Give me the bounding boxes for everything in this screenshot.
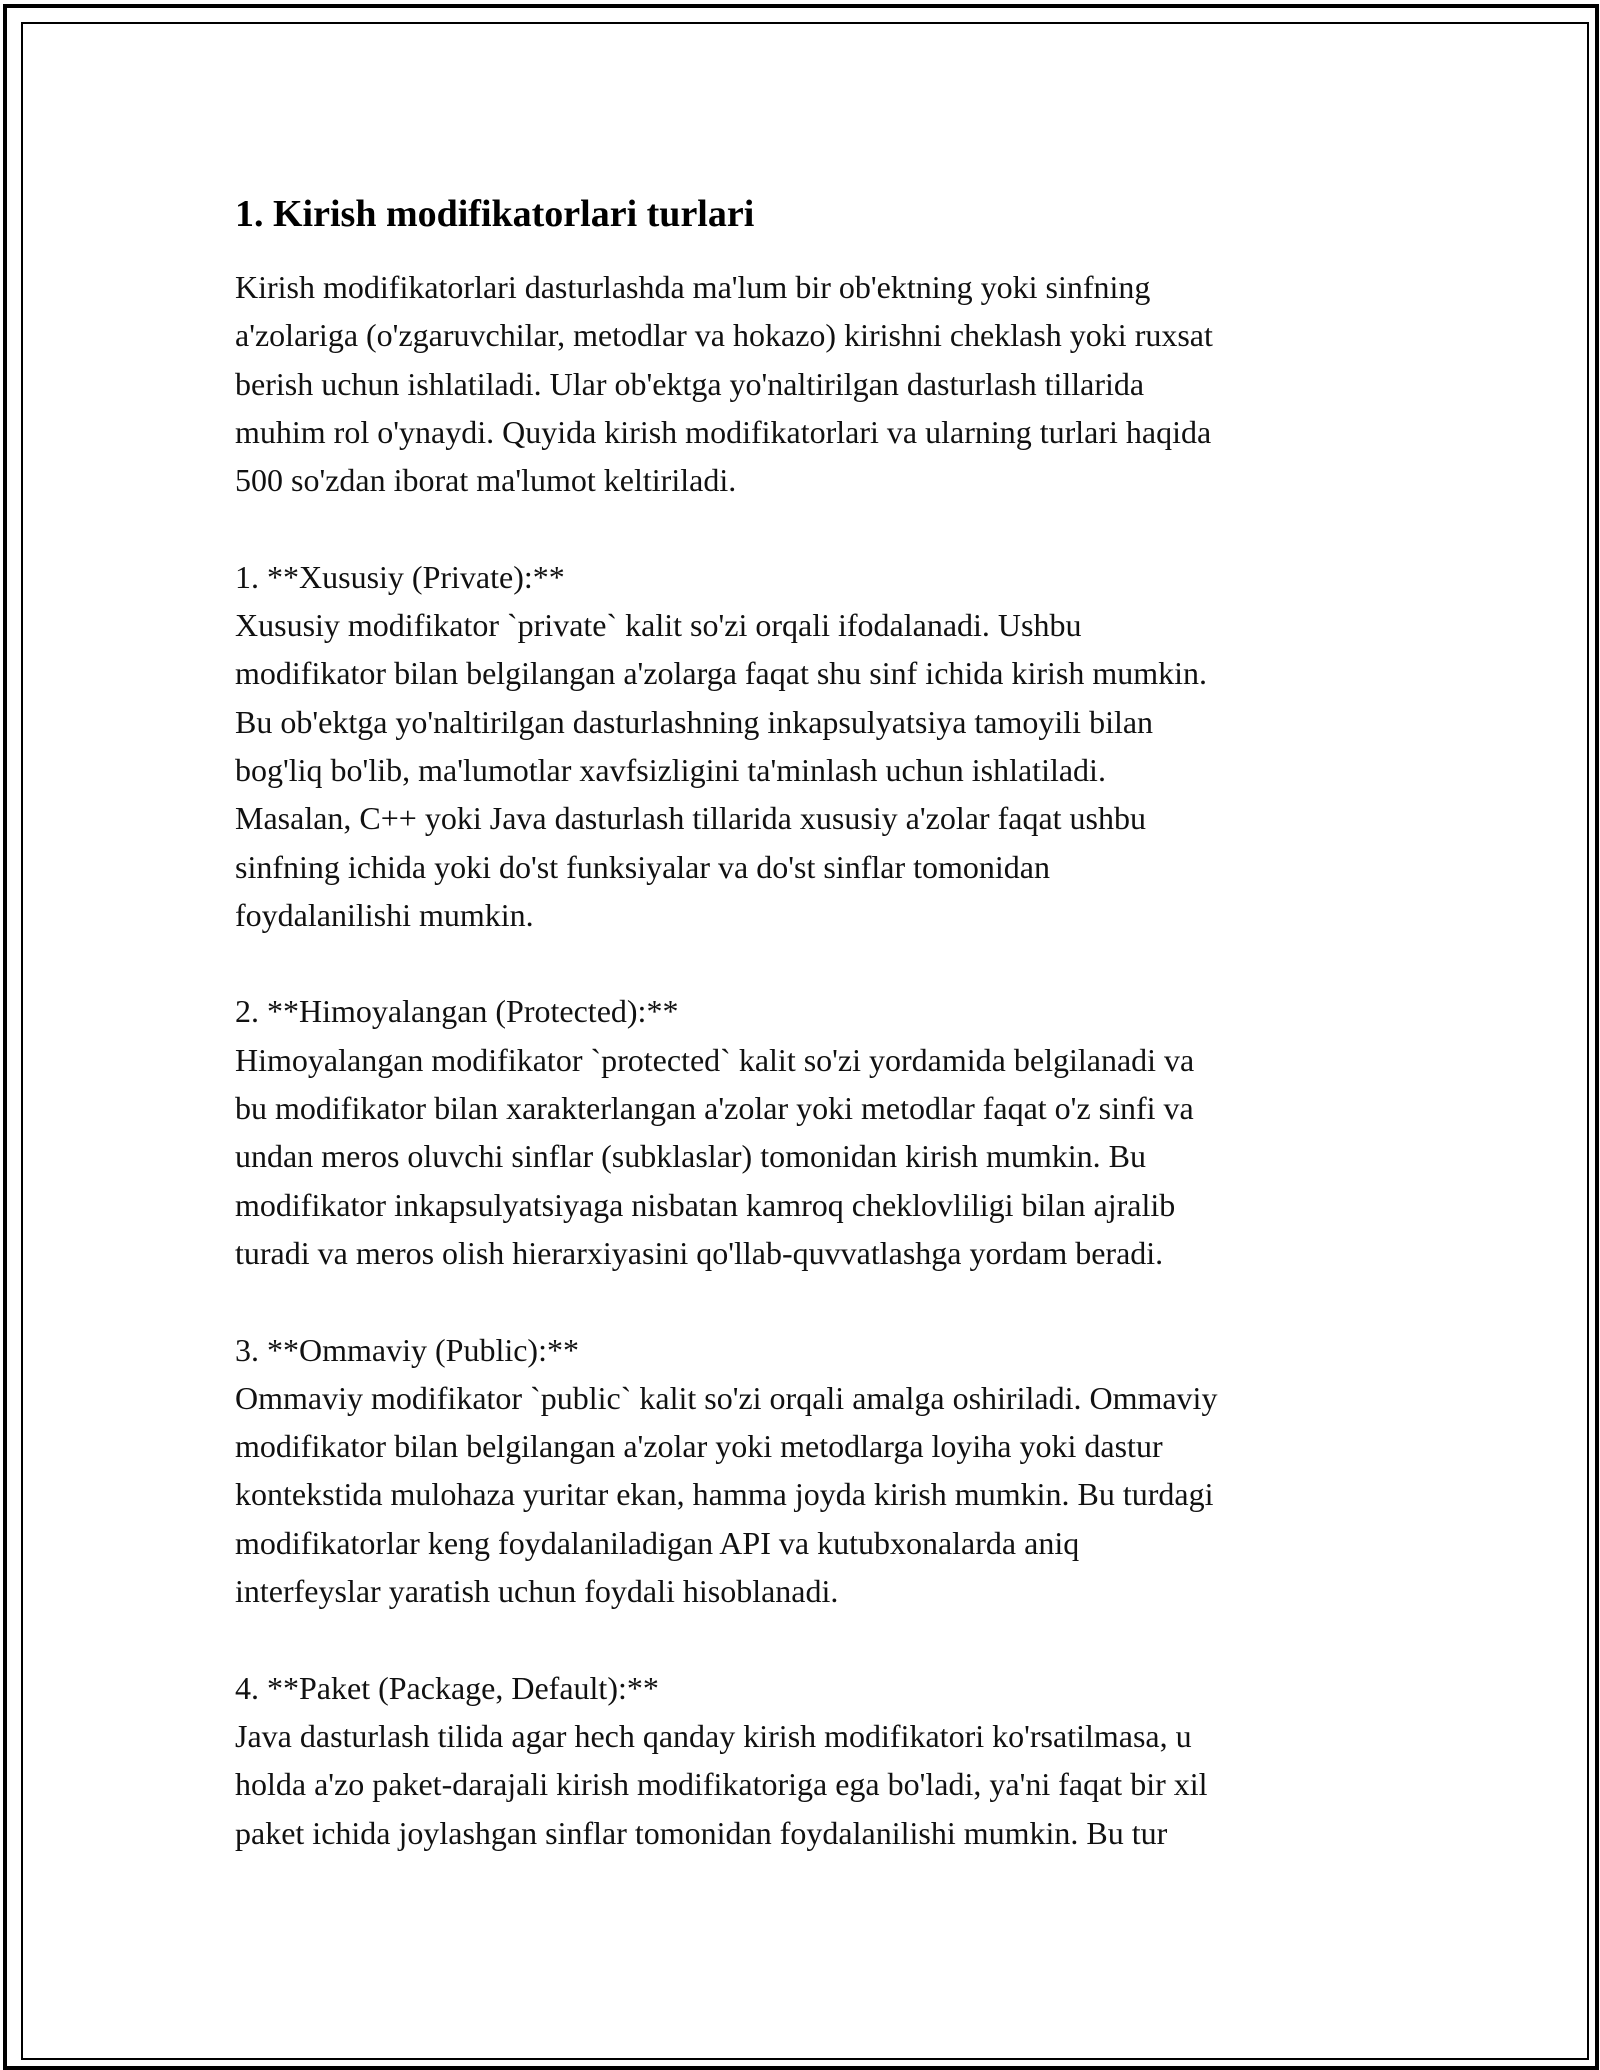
document-title: 1. Kirish modifikatorlari turlari bbox=[235, 193, 755, 235]
section-heading: 1. **Xususiy (Private):** bbox=[235, 558, 565, 595]
paragraph-spacer bbox=[235, 1277, 1375, 1325]
section-heading: 2. **Himoyalangan (Protected):** bbox=[235, 993, 679, 1030]
section-package bbox=[235, 1664, 1375, 1857]
section-public bbox=[235, 1326, 1375, 1616]
section-body: Ommaviy modifikator `public` kalit so'zi orqali amalga oshiriladi. Ommaviy modifikator bilan belgilangan a'zolar yoki metodlarga loyiha yoki dastur kontekstida mulohaza yuritar ekan, hamma joyda kirish mumkin. Bu turdagi modifikatorlar keng foydalaniladigan API va kutubxonalarda aniq interfeyslar yaratish uchun foydali hisoblanadi. bbox=[235, 1379, 1218, 1610]
section-heading: 3. **Ommaviy (Public):** bbox=[235, 1331, 579, 1368]
section-body: Xususiy modifikator `private` kalit so'zi orqali ifodalanadi. Ushbu modifikator bilan belgilangan a'zolarga faqat shu sinf ichida kirish mumkin. Bu ob'ektga yo'naltirilgan dasturlashning inkapsulyatsiya tamoyili bilan bog'liq bo'lib, ma'lumotlar xavfsizligini ta'minlash uchun ishlatiladi. Masalan, C++ yoki Java dasturlash tillarida xususiy a'zolar faqat ushbu sinfning ichida yoki do'st funksiyalar va do'st sinflar tomonidan foydalanilishi mumkin. bbox=[235, 607, 1208, 933]
section-body: Java dasturlash tilida agar hech qanday kirish modifikatori ko'rsatilmasa, u holda a'zo paket-darajali kirish modifikatoriga ega bo'ladi, ya'ni faqat bir xil paket ichida joylashgan sinflar tomonidan foydalanilishi mumkin. Bu tur bbox=[235, 1717, 1208, 1851]
paragraph-spacer bbox=[235, 1615, 1375, 1663]
section-heading: 4. **Paket (Package, Default):** bbox=[235, 1669, 659, 1706]
paragraph-spacer bbox=[235, 939, 1375, 987]
section-private bbox=[235, 553, 1375, 939]
section-protected bbox=[235, 987, 1375, 1277]
section-body: Himoyalangan modifikator `protected` kalit so'zi yordamida belgilanadi va bu modifikator bilan xarakterlangan a'zolar yoki metodlar faqat o'z sinfi va undan meros oluvchi sinflar (subklaslar) tomonidan kirish mumkin. Bu modifikator inkapsulyatsiyaga nisbatan kamroq cheklovliligi bilan ajralib turadi va meros olish hierarxiyasini qo'llab-quvvatlashga yordam beradi. bbox=[235, 1041, 1195, 1271]
intro-paragraph: Kirish modifikatorlari dasturlashda ma'lum bir ob'ektning yoki sinfning a'zolariga (o'zgaruvchilar, metodlar va hokazo) kirishni cheklash yoki ruxsat berish uchun ishlatiladi. Ular ob'ektga yo'naltirilgan dasturlash tillarida muhim rol o'ynaydi. Quyida kirish modifikatorlari va ularning turlari haqida 500 so'zdan iborat ma'lumot keltiriladi. bbox=[235, 269, 1213, 499]
document-content bbox=[235, 188, 1375, 1857]
paragraph-spacer bbox=[235, 504, 1375, 552]
